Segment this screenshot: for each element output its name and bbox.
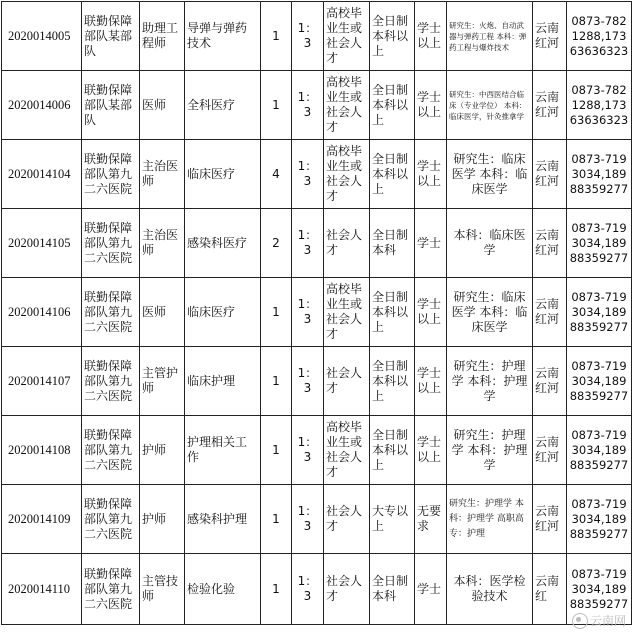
degree-cell: 学士以上 (415, 2, 447, 71)
recruitment-table (1, 1, 632, 625)
position-cell: 护师 (140, 485, 185, 554)
table-row (2, 485, 632, 554)
table-row (2, 278, 632, 347)
major-cell: 本科：临床医学 (447, 209, 533, 278)
phone-cell: 0873-7193034,18988359277 (567, 554, 632, 625)
watermark (572, 612, 626, 629)
position-cell: 助理工程师 (140, 2, 185, 71)
major-cell: 研究生：临床医学 本科：临床医学 (447, 140, 533, 209)
field-cell: 临床医疗 (185, 278, 261, 347)
camera-logo-icon (572, 613, 588, 629)
position-cell: 医师 (140, 278, 185, 347)
ratio-cell: 1：3 (292, 554, 324, 625)
position-cell: 主治医师 (140, 209, 185, 278)
field-cell: 感染科医疗 (185, 209, 261, 278)
education-cell: 全日制本科 (370, 209, 415, 278)
location-cell: 云南红河 (533, 416, 567, 485)
education-cell: 全日制本科以上 (370, 347, 415, 416)
ratio-cell: 1：3 (292, 140, 324, 209)
field-cell: 导弹与弹药技术 (185, 2, 261, 71)
major-cell: 研究生：火炮、自动武器与弹药工程 本科：弹药工程与爆炸技术 (447, 2, 533, 71)
field-cell: 临床医疗 (185, 140, 261, 209)
table-row (2, 554, 632, 625)
table-row (2, 209, 632, 278)
table-row (2, 71, 632, 140)
phone-cell: 0873-7821288,17363636323 (567, 2, 632, 71)
source-cell: 社会人才 (324, 209, 370, 278)
education-cell: 全日制本科 (370, 554, 415, 625)
education-cell: 全日制本科以上 (370, 140, 415, 209)
unit-cell: 联勤保障部队第九二六医院 (82, 209, 140, 278)
location-cell: 云南红河 (533, 209, 567, 278)
education-cell: 全日制本科以上 (370, 2, 415, 71)
location-cell: 云南红河 (533, 278, 567, 347)
degree-cell: 无要求 (415, 485, 447, 554)
source-cell: 社会人才 (324, 347, 370, 416)
education-cell: 全日制本科以上 (370, 278, 415, 347)
unit-cell: 联勤保障部队某部队 (82, 2, 140, 71)
ratio-cell: 1：3 (292, 71, 324, 140)
ratio-cell: 1：3 (292, 347, 324, 416)
phone-cell: 0873-7193034,18988359277 (567, 347, 632, 416)
phone-cell: 0873-7193034,18988359277 (567, 278, 632, 347)
degree-cell: 学士以上 (415, 416, 447, 485)
major-cell: 研究生：护理学 本科：护理学 (447, 347, 533, 416)
count-cell: 2 (261, 209, 292, 278)
unit-cell: 联勤保障部队第九二六医院 (82, 416, 140, 485)
field-cell: 临床护理 (185, 347, 261, 416)
position-cell: 护师 (140, 416, 185, 485)
ratio-cell: 1：3 (292, 485, 324, 554)
unit-cell: 联勤保障部队第九二六医院 (82, 554, 140, 625)
position-cell: 主管护师 (140, 347, 185, 416)
location-cell: 云南红河 (533, 2, 567, 71)
table-row (2, 416, 632, 485)
position-cell: 主治医师 (140, 140, 185, 209)
count-cell: 1 (261, 71, 292, 140)
source-cell: 高校毕业生或社会人才 (324, 71, 370, 140)
source-cell: 高校毕业生或社会人才 (324, 2, 370, 71)
count-cell: 1 (261, 2, 292, 71)
source-cell: 社会人才 (324, 485, 370, 554)
field-cell: 感染科护理 (185, 485, 261, 554)
degree-cell: 学士以上 (415, 278, 447, 347)
count-cell: 1 (261, 278, 292, 347)
location-cell: 云南红 (533, 554, 567, 625)
phone-cell: 0873-7193034,18988359277 (567, 416, 632, 485)
education-cell: 大专以上 (370, 485, 415, 554)
field-cell: 全科医疗 (185, 71, 261, 140)
source-cell: 高校毕业生或社会人才 (324, 278, 370, 347)
location-cell: 云南红河 (533, 485, 567, 554)
major-cell: 本科：医学检验技术 (447, 554, 533, 625)
degree-cell: 学士以上 (415, 347, 447, 416)
location-cell: 云南红河 (533, 347, 567, 416)
degree-cell: 学士 (415, 209, 447, 278)
ratio-cell: 1：3 (292, 2, 324, 71)
degree-cell: 学士以上 (415, 140, 447, 209)
unit-cell: 联勤保障部队第九二六医院 (82, 278, 140, 347)
degree-cell: 学士以上 (415, 71, 447, 140)
position-code-cell: 2020014006 (2, 71, 82, 140)
count-cell: 1 (261, 347, 292, 416)
count-cell: 1 (261, 416, 292, 485)
position-code-cell: 2020014104 (2, 140, 82, 209)
phone-cell: 0873-7193034,18988359277 (567, 485, 632, 554)
unit-cell: 联勤保障部队第九二六医院 (82, 347, 140, 416)
watermark-text: 云南网 (589, 614, 626, 628)
table-row (2, 347, 632, 416)
location-cell: 云南红河 (533, 71, 567, 140)
major-cell: 研究生：中西医结合临床（专业学位） 本科：临床医学，针灸推拿学 (447, 71, 533, 140)
major-cell: 研究生：临床医学 本科：临床医学 (447, 278, 533, 347)
education-cell: 全日制本科以上 (370, 71, 415, 140)
education-cell: 全日制本科以上 (370, 416, 415, 485)
field-cell: 护理相关工作 (185, 416, 261, 485)
source-cell: 社会人才 (324, 554, 370, 625)
major-cell: 研究生：护理学 本科：护理学 (447, 416, 533, 485)
position-code-cell: 2020014106 (2, 278, 82, 347)
count-cell: 1 (261, 485, 292, 554)
table-row (2, 140, 632, 209)
major-cell: 研究生：护理学 本科：护理学 高职高专：护理 (447, 485, 533, 554)
position-cell: 医师 (140, 71, 185, 140)
unit-cell: 联勤保障部队某部队 (82, 71, 140, 140)
ratio-cell: 1：3 (292, 416, 324, 485)
table-row (2, 2, 632, 71)
position-code-cell: 2020014109 (2, 485, 82, 554)
unit-cell: 联勤保障部队第九二六医院 (82, 140, 140, 209)
phone-cell: 0873-7193034,18988359277 (567, 140, 632, 209)
count-cell: 4 (261, 140, 292, 209)
position-cell: 主管技师 (140, 554, 185, 625)
position-code-cell: 2020014108 (2, 416, 82, 485)
position-code-cell: 2020014005 (2, 2, 82, 71)
phone-cell: 0873-7193034,18988359277 (567, 209, 632, 278)
unit-cell: 联勤保障部队第九二六医院 (82, 485, 140, 554)
phone-cell: 0873-7821288,17363636323 (567, 71, 632, 140)
count-cell: 1 (261, 554, 292, 625)
position-code-cell: 2020014107 (2, 347, 82, 416)
ratio-cell: 1：3 (292, 209, 324, 278)
location-cell: 云南红河 (533, 140, 567, 209)
source-cell: 高校毕业生或社会人才 (324, 416, 370, 485)
position-code-cell: 2020014105 (2, 209, 82, 278)
source-cell: 高校毕业生或社会人才 (324, 140, 370, 209)
field-cell: 检验化验 (185, 554, 261, 625)
position-code-cell: 2020014110 (2, 554, 82, 625)
degree-cell: 学士 (415, 554, 447, 625)
ratio-cell: 1：3 (292, 278, 324, 347)
